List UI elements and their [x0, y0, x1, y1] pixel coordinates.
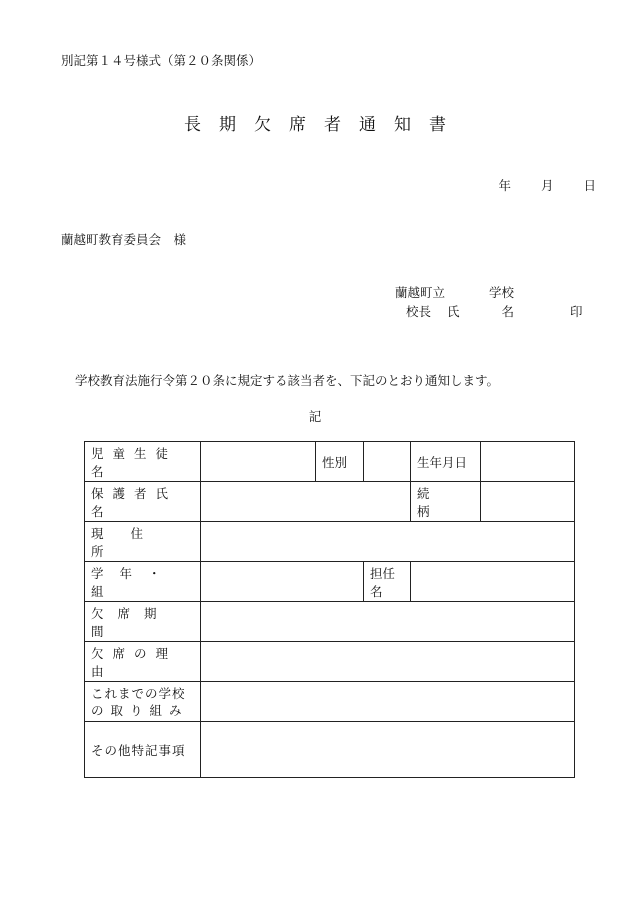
- teacher-label: 担任名: [364, 562, 411, 602]
- table-row: [85, 722, 575, 778]
- body-text: 学校教育法施行令第２０条に規定する該当者を、下記のとおり通知します。: [75, 373, 500, 388]
- table-row: [85, 442, 575, 482]
- document-title: 長期欠席者通知書: [184, 115, 464, 135]
- guardian-name-label-text: 保護者氏名: [91, 485, 178, 519]
- absence-reason-label: [85, 642, 201, 682]
- guardian-name-label: [85, 482, 201, 522]
- gender-field[interactable]: [364, 442, 411, 482]
- date-month-label: 月: [540, 178, 554, 193]
- grade-class-label: [85, 562, 201, 602]
- relation-label-text: 続柄: [417, 485, 456, 519]
- birthdate-field[interactable]: [481, 442, 575, 482]
- address-label: [85, 522, 201, 562]
- student-name-field[interactable]: [201, 442, 316, 482]
- other-notes-label-text: その他特記事項: [91, 742, 186, 758]
- relation-label: [411, 482, 481, 522]
- table-row: [85, 482, 575, 522]
- absence-period-label-text: 欠席期間: [91, 605, 171, 639]
- date-day-label: 日: [583, 178, 596, 193]
- relation-field[interactable]: [481, 482, 575, 522]
- birthdate-label: 生年月日: [411, 442, 481, 482]
- table-row: [85, 522, 575, 562]
- principal-label: 校長: [406, 304, 432, 319]
- teacher-field[interactable]: [411, 562, 575, 602]
- grade-class-field[interactable]: [201, 562, 364, 602]
- grade-class-label-text: 学年・組: [91, 565, 177, 599]
- school-efforts-line-1: これまでの学校: [91, 685, 186, 701]
- absence-period-label: [85, 602, 201, 642]
- school-efforts-field[interactable]: [201, 682, 575, 722]
- table-row: [85, 562, 575, 602]
- table-row: [85, 602, 575, 642]
- seal-label: 印: [570, 304, 583, 319]
- school-prefix: 蘭越町立: [395, 285, 446, 300]
- gender-label: 性別: [316, 442, 364, 482]
- report-table: [84, 441, 575, 778]
- absence-reason-label-text: 欠席の理由: [91, 645, 178, 679]
- table-row: [85, 682, 575, 722]
- form-number: 別記第１４号様式（第２０条関係）: [61, 53, 262, 68]
- sender-school: [395, 283, 514, 301]
- date-line: [498, 176, 596, 194]
- other-notes-label: [85, 722, 201, 778]
- address-label-text: 現住所: [91, 525, 171, 559]
- school-suffix: 学校: [489, 285, 515, 300]
- student-name-label-text: 児童生徒名: [91, 445, 178, 479]
- table-row: [85, 642, 575, 682]
- ki-heading: 記: [308, 409, 322, 424]
- guardian-name-field[interactable]: [201, 482, 411, 522]
- absence-period-field[interactable]: [201, 602, 575, 642]
- name-label-1: 氏: [447, 304, 460, 319]
- name-label-2: 名: [501, 304, 515, 319]
- other-notes-field[interactable]: [201, 722, 575, 778]
- school-efforts-line-2: の取り組み: [91, 702, 189, 718]
- absence-reason-field[interactable]: [201, 642, 575, 682]
- address-field[interactable]: [201, 522, 575, 562]
- sender-principal: [406, 302, 583, 320]
- date-year-label: 年: [498, 178, 511, 193]
- school-efforts-label: [85, 682, 201, 722]
- student-name-label: [85, 442, 201, 482]
- recipient: 蘭越町教育委員会 様: [61, 232, 187, 247]
- student-name-text: [91, 444, 194, 480]
